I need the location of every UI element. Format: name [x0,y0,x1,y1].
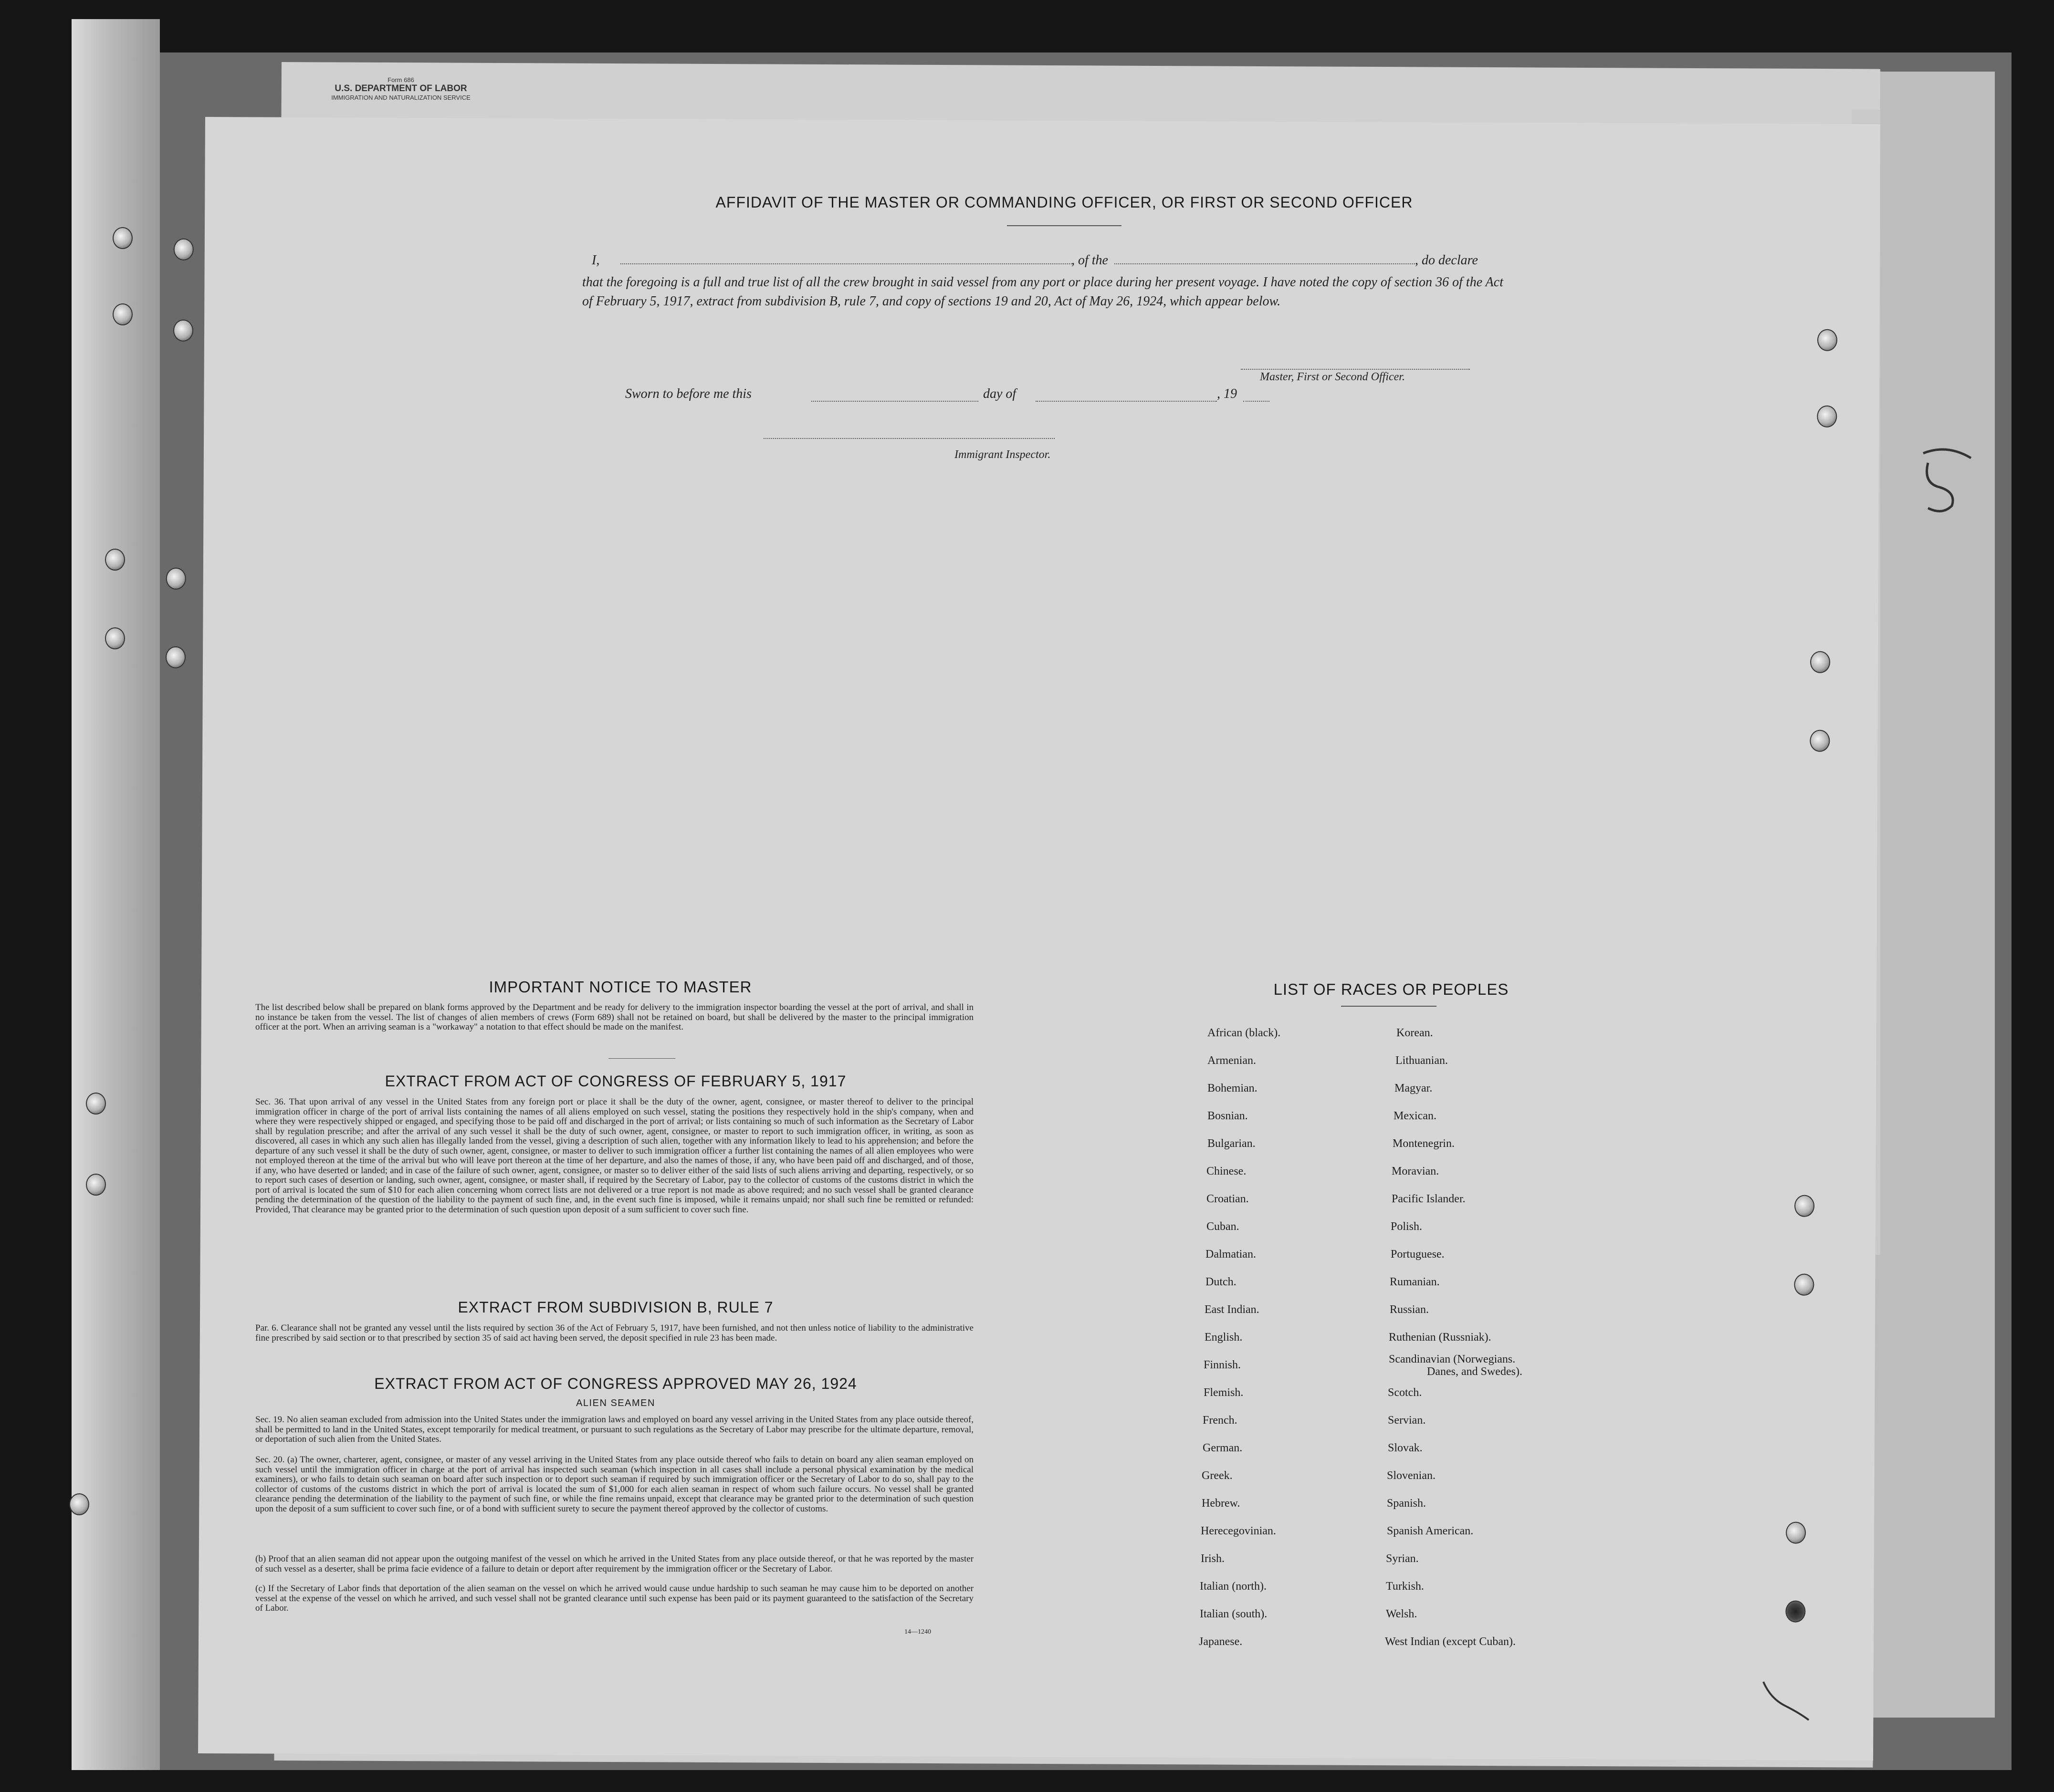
race-item: Dutch. [1205,1276,1237,1288]
race-item: Dalmatian. [1205,1248,1256,1261]
race-item: Bulgarian. [1207,1137,1256,1150]
pencil-mark-icon [1761,1679,1813,1722]
extract-1917-title: EXTRACT FROM ACT OF CONGRESS OF FEBRUARY 5, 1917 [385,1073,847,1090]
race-item: German. [1203,1442,1243,1454]
races-divider [1341,1006,1436,1007]
section-divider [608,1058,675,1059]
race-item: Flemish. [1204,1386,1244,1399]
extract-1917-text: Sec. 36. That upon arrival of any vessel in the United States from any foreign port or place it shall be the duty of the owner, agent, consignee, or master thereof to deliver to the principal immigration officer in charge of the port of arrival lists containing the names of all aliens employed on such vessel, stating the positions they respectively hold in the ship's company, when and where they were respectively shipped or engaged, and specifying those to be paid off and discharged in the port of arrival; or lists containing so much of such information as the Secretary of Labor shall by regulation prescribe; and after the arrival of any such vessel it shall be the duty of such owner, agent, consignee, or master to report to such immigration officer, in writing, as soon as discovered, all cases in which any such alien has illegally landed from the vessel, giving a description of such alien, together with any information likely to lead to his apprehension; and before the departure of any such vessel it shall be the duty of such owner, agent, consignee, or master to deliver to such immigration officer a further list containing the names of all alien employees who were not employed thereon at the time of the arrival but who will leave port thereon at the time of her departure, and also the names of those, if any, who have been paid off and discharged, and of those, if any, who have deserted or landed; and in case of the failure of such owner, agent, consignee, or master so to deliver either of the said lists of such aliens arriving and departing, respectively, or so to report such cases of desertion or landing, such owner, agent, consignee, or master shall, if required by the Secretary of Labor, pay to the collector of customs of the customs district in which the port of arrival is located the sum of $10 for each alien concerning whom correct lists are not delivered or a true report is not made as above required; and no such vessel shall be granted clearance pending the determination of the question of the liability to the payment of such fine, and, in the event such fine is imposed, while it remains unpaid; nor shall such fine be remitted or refunded: Provided, That clearance may be granted prior to the determination of such question upon deposit of a sum sufficient to cover such fine. [255,1097,974,1215]
sworn-year-field[interactable] [1243,388,1269,402]
extract-1924-sec20c: (c) If the Secretary of Labor finds that deportation of the alien seaman on the vessel on which he arrived would cause undue hardship to such seaman he may cause him to be deported on another vessel at the expense of the vessel on which he arrived, and such vessel shall not be granted clearance until such expense has been paid or its payment guaranteed to the satisfaction of the Secretary of Labor. [255,1584,974,1613]
race-item: Armenian. [1207,1054,1256,1067]
race-item: Moravian. [1392,1165,1439,1177]
race-item: Polish. [1391,1220,1423,1233]
race-item: East Indian. [1205,1303,1259,1316]
name-field[interactable] [620,251,1074,264]
binding-hole-icon [69,1493,89,1515]
vessel-field[interactable] [1114,251,1415,264]
race-item: Magyar. [1394,1082,1433,1094]
race-item: Spanish. [1387,1497,1426,1510]
title-divider [1007,225,1121,226]
race-item: Greek. [1202,1469,1233,1482]
race-item: Mexican. [1394,1110,1436,1122]
binding-hole-icon [1785,1600,1805,1622]
race-item: Korean. [1396,1027,1433,1039]
race-item: French. [1203,1414,1237,1427]
inspector-label: Immigrant Inspector. [954,448,1051,461]
binding-hole-icon [1794,1274,1814,1296]
race-item: Welsh. [1386,1608,1417,1620]
race-item: Bohemian. [1207,1082,1258,1094]
extract-rule7-text: Par. 6. Clearance shall not be granted any vessel until the lists required by section 36 of the Act of February 5, 1917, have been furnished, and not then unless notice of liability to the administrative fine prescribed by said section or to that prescribed by section 35 of said act having been served, the deposit specified in rule 23 has been made. [255,1323,974,1343]
binding-hole-icon [1817,406,1837,427]
back-form-number: Form 686 [388,76,414,83]
race-item: Portuguese. [1391,1248,1445,1261]
race-item: Croatian. [1206,1193,1249,1205]
affidavit-title: AFFIDAVIT OF THE MASTER OR COMMANDING OFFICER, OR FIRST OR SECOND OFFICER [715,194,1413,211]
race-item: Italian (south). [1200,1608,1268,1620]
race-item: Finnish. [1204,1359,1241,1371]
race-item: Chinese. [1206,1165,1247,1177]
back-form-service: IMMIGRATION AND NATURALIZATION SERVICE [331,94,471,101]
signature-label: Master, First or Second Officer. [1260,371,1405,383]
sworn-prefix: Sworn to before me this [625,386,752,401]
notice-title: IMPORTANT NOTICE TO MASTER [489,978,752,996]
race-item: Pacific Islander. [1392,1193,1466,1205]
race-item: Danes, and Swedes). [1427,1365,1522,1378]
binding-hole-icon [173,320,193,342]
back-form-department: U.S. DEPARTMENT OF LABOR [335,83,467,94]
race-item: English. [1205,1331,1243,1344]
signature-field[interactable] [1241,369,1470,370]
binding-hole-icon [86,1093,106,1115]
race-item: Scandinavian (Norwegians. [1389,1353,1516,1365]
binding-hole-icon [1817,329,1837,351]
affidavit-page [198,117,1880,1761]
affidavit-do-declare: , do declare [1415,253,1478,268]
race-item: Scotch. [1388,1386,1422,1399]
binding-hole-icon [113,227,133,249]
race-item: Hebrew. [1202,1497,1240,1510]
back-form-header [329,76,472,101]
race-item: Syrian. [1386,1552,1419,1565]
pencil-mark-icon [1918,444,1976,515]
race-item: Spanish American. [1387,1525,1474,1537]
race-item: Lithuanian. [1395,1054,1448,1067]
affidavit-line-start: I, [592,253,600,268]
binding-hole-icon [105,549,125,571]
inspector-signature-field[interactable] [764,438,1055,439]
race-item: West Indian (except Cuban). [1385,1636,1516,1648]
extract-1924-subtitle: ALIEN SEAMEN [576,1398,655,1408]
race-item: Cuban. [1206,1220,1239,1233]
binding-hole-icon [174,239,194,260]
binding-hole-icon [166,568,186,590]
sworn-month-field[interactable] [1036,388,1217,402]
race-item: Japanese. [1199,1636,1243,1648]
affidavit-of-the: , of the [1071,253,1108,268]
race-item: Slovenian. [1387,1469,1436,1482]
extract-1924-title: EXTRACT FROM ACT OF CONGRESS APPROVED MAY 26, 1924 [374,1375,857,1392]
race-item: Irish. [1201,1552,1225,1565]
extract-1924-sec20b: (b) Proof that an alien seaman did not appear upon the outgoing manifest of the vessel on which he arrived in the United States from any place outside thereof, or that he was reported by the master of such vessel as a deserter, shall be prima facie evidence of a failure to detain or deport after requirement by the immigration officer or the Secretary of Labor. [255,1554,974,1574]
race-item: Russian. [1390,1303,1429,1316]
races-title: LIST OF RACES OR PEOPLES [1273,980,1509,998]
binding-hole-icon [1794,1195,1814,1217]
race-item: Bosnian. [1207,1110,1248,1122]
race-item: Turkish. [1386,1580,1424,1593]
binding-hole-icon [86,1174,106,1196]
race-item: Italian (north). [1200,1580,1267,1593]
binding-hole-icon [105,627,125,649]
notice-text: The list described below shall be prepared on blank forms approved by the Department and be ready for delivery to the immigration inspector boarding the vessel at the port of arrival, and shall in no instance be taken from the vessel. The list of changes of alien members of crews (Form 689) shall not be retained on board, but shall be delivered by the master to the principal immigration officer at the port. When an arriving seaman is a "workaway" a notation to that effect should be made on the manifest. [255,1002,974,1032]
race-item: Ruthenian (Russniak). [1389,1331,1491,1344]
binding-hole-icon [1810,651,1830,673]
extract-1924-sec20a: Sec. 20. (a) The owner, charterer, agent, consignee, or master of any vessel arriving in the United States from any place outside thereof who fails to detain on board any alien seaman employed on such vessel until the immigration officer in charge at the port of arrival has inspected such seaman (which inspection in all cases shall include a personal physical examination by the medical examiners), or who fails to detain such seaman on board after such inspection or to deport such seaman if required by such immigration officer or the Secretary of Labor to do so, shall pay to the collector of customs of the customs district in which the port of arrival is located the sum of $1,000 for each alien seaman in respect of whom such failure occurs. No vessel shall be granted clearance pending the determination of the liability to the payment of such fine, or while the fine remains unpaid, except that clearance may be granted prior to the determination of such question upon the deposit of a sum sufficient to cover such fine, or of a bond with sufficient surety to secure the payment thereof approved by the collector of customs. [255,1455,974,1514]
sworn-year-label: , 19 [1217,386,1237,401]
race-item: Servian. [1388,1414,1426,1427]
extract-1924-sec19: Sec. 19. No alien seaman excluded from admission into the United States under the immigration laws and employed on board any vessel arriving in the United States from any place outside thereof, shall be permitted to land in the United States, except temporarily for medical treatment, or pursuant to such regulations as the Secretary of Labor may prescribe for the ultimate departure, removal, or deportation of such alien from the United States. [255,1415,974,1444]
binding-hole-icon [166,646,186,668]
binding-hole-icon [1786,1521,1806,1543]
race-item: Slovak. [1388,1442,1423,1454]
race-item: African (black). [1207,1027,1281,1039]
binding-hole-icon [113,303,133,325]
sworn-day-field[interactable] [811,388,978,402]
extract-rule7-title: EXTRACT FROM SUBDIVISION B, RULE 7 [458,1299,774,1316]
race-item: Herecegovinian. [1201,1525,1276,1537]
affidavit-body: that the foregoing is a full and true list of all the crew brought in said vessel from any port or place during her present voyage. I have noted the copy of section 36 of the Act of February 5, 1917, extract from subdivision B, rule 7, and copy of sections 19 and 20, Act of May 26, 1924, which appear below. [582,275,1503,309]
binding-hole-icon [1810,730,1830,752]
race-item: Rumanian. [1390,1276,1440,1288]
race-item: Montenegrin. [1393,1137,1455,1150]
sworn-day-label: day of [983,386,1017,401]
form-code: 14—1240 [904,1628,931,1636]
